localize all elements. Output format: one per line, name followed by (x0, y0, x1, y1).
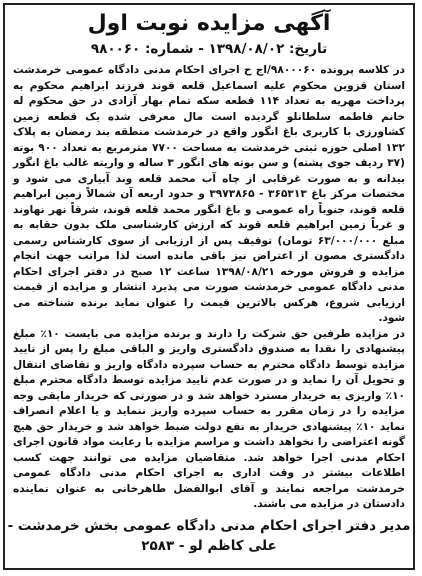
notice-paragraph-1: در کلاسه پرونده ۹۸۰۰۰۶۰/اج ح اجرای احکام مدنی دادگاه عمومی خرمدشت استان قزوین محکوم علیه اسماعیل قلعه قوند فرزند ابراهیم محکوم به پرداخت مهریه به تعداد ۱۱۴ قطعه سکه تمام بهار آزادی در حق محکوم له خانم فاطمه سلطانلو گردیده است مال معرفی شده یک قطعه زمین کشاورزی با کاربری باغ انگور واقع در خرمدشت منطقه بند رمضان به پلاک ۱۳۲ اصلی حوزه ثبتی خرمدشت به مساحت ۷۷۰۰ مترمربع به تعداد ۹۰۰ بوته (۳۷ ردیف جوی پشته) و سن بوته های انگور ۳ ساله و واریته غالب باغ انگور بیدانه و به صورت غرقابی از چاه آب محمد قلعه وند آبیاری می شود و مختصات مرکز باغ ۳۶۵۳۱۳ - ۳۹۷۳۸۶۵ و حدود اربعه آن شمالاً زمین ابراهیم قلعه قوند، جنوباً راه عمومی و باغ انگور محمد قلعه قوند، شرقاً نهر نهاوند و غرباً زمین ابراهیم قلعه قوند که ارزش کارشناسی ملک بدون حقابه به مبلغ ۶۳/۰۰۰/۰۰۰ تومان) توقیف پس از ارزیابی از سوی کارشناس رسمی دادگستری مصون از اعتراض نیز باقی مانده است لذا مراتب جهت انجام مزایده و فروش مورخه ۱۳۹۸/۰۸/۲۱ ساعت ۱۲ صبح در دفتر اجرای احکام مدنی دادگاه عمومی خرمدشت صورت می پذیرد انتشار و مزایده از قیمت ارزیابی شروع، هرکس بالاترین قیمت را عنوان نماید برنده شناخته می شود. (13, 64, 405, 324)
notice-title: آگهی مزایده نوبت اول (87, 11, 331, 36)
signature-block (5, 516, 413, 556)
signature-title: مدیر دفتر اجرای احکام مدنی دادگاه عمومی بخش خرمدشت - (7, 518, 411, 534)
notice-paragraph-2: در مزایده طرفین حق شرکت را دارند و برنده مزایده می بایست ۱۰٪ مبلغ پیشنهادی را نقدا به صندوق دادگستری واریز و الباقی مبلغ را پس از تایید مزایده توسط دادگاه محترم به حساب سپرده دادگاه واریز و تقاضای انتقال و تحویل آن را نماید و در صورت عدم تایید مزایده توسط دادگاه محترم مبلغ ۱۰٪ واریزی به خریدار مسترد خواهد شد و در صورتی که خریدار مابقی وجه مزایده را در زمان مقرر به حساب سپرده واریز ننماید و یا اعلام انصراف نماید ۱۰٪ پیشنهادی خریدار به نفع دولت ضبط خواهد شد و خریدار حق هیچ گونه اعتراضی را نخواهد داشت و مراسم مزایده با رعایت مواد قانون اجرای احکام مدنی اجرا خواهد شد. متقاضیان مزایده می توانند جهت کسب اطلاعات بیشتر در وقت اداری به اجرای احکام مدنی دادگاه عمومی خرمدشت مراجعه نمایند و آقای ابوالفضل طاهرخانی به عنوان نماینده دادستان در مزایده می باشند. (13, 327, 405, 510)
auction-notice (3, 3, 415, 570)
notice-date-number: تاریخ: ۱۳۹۸/۰۸/۰۲ - شماره: ۹۸۰۰۶۰ (90, 41, 328, 57)
notice-body (5, 63, 413, 513)
signature-name: علی کاظم لو - ۲۵۸۳ (141, 538, 277, 554)
